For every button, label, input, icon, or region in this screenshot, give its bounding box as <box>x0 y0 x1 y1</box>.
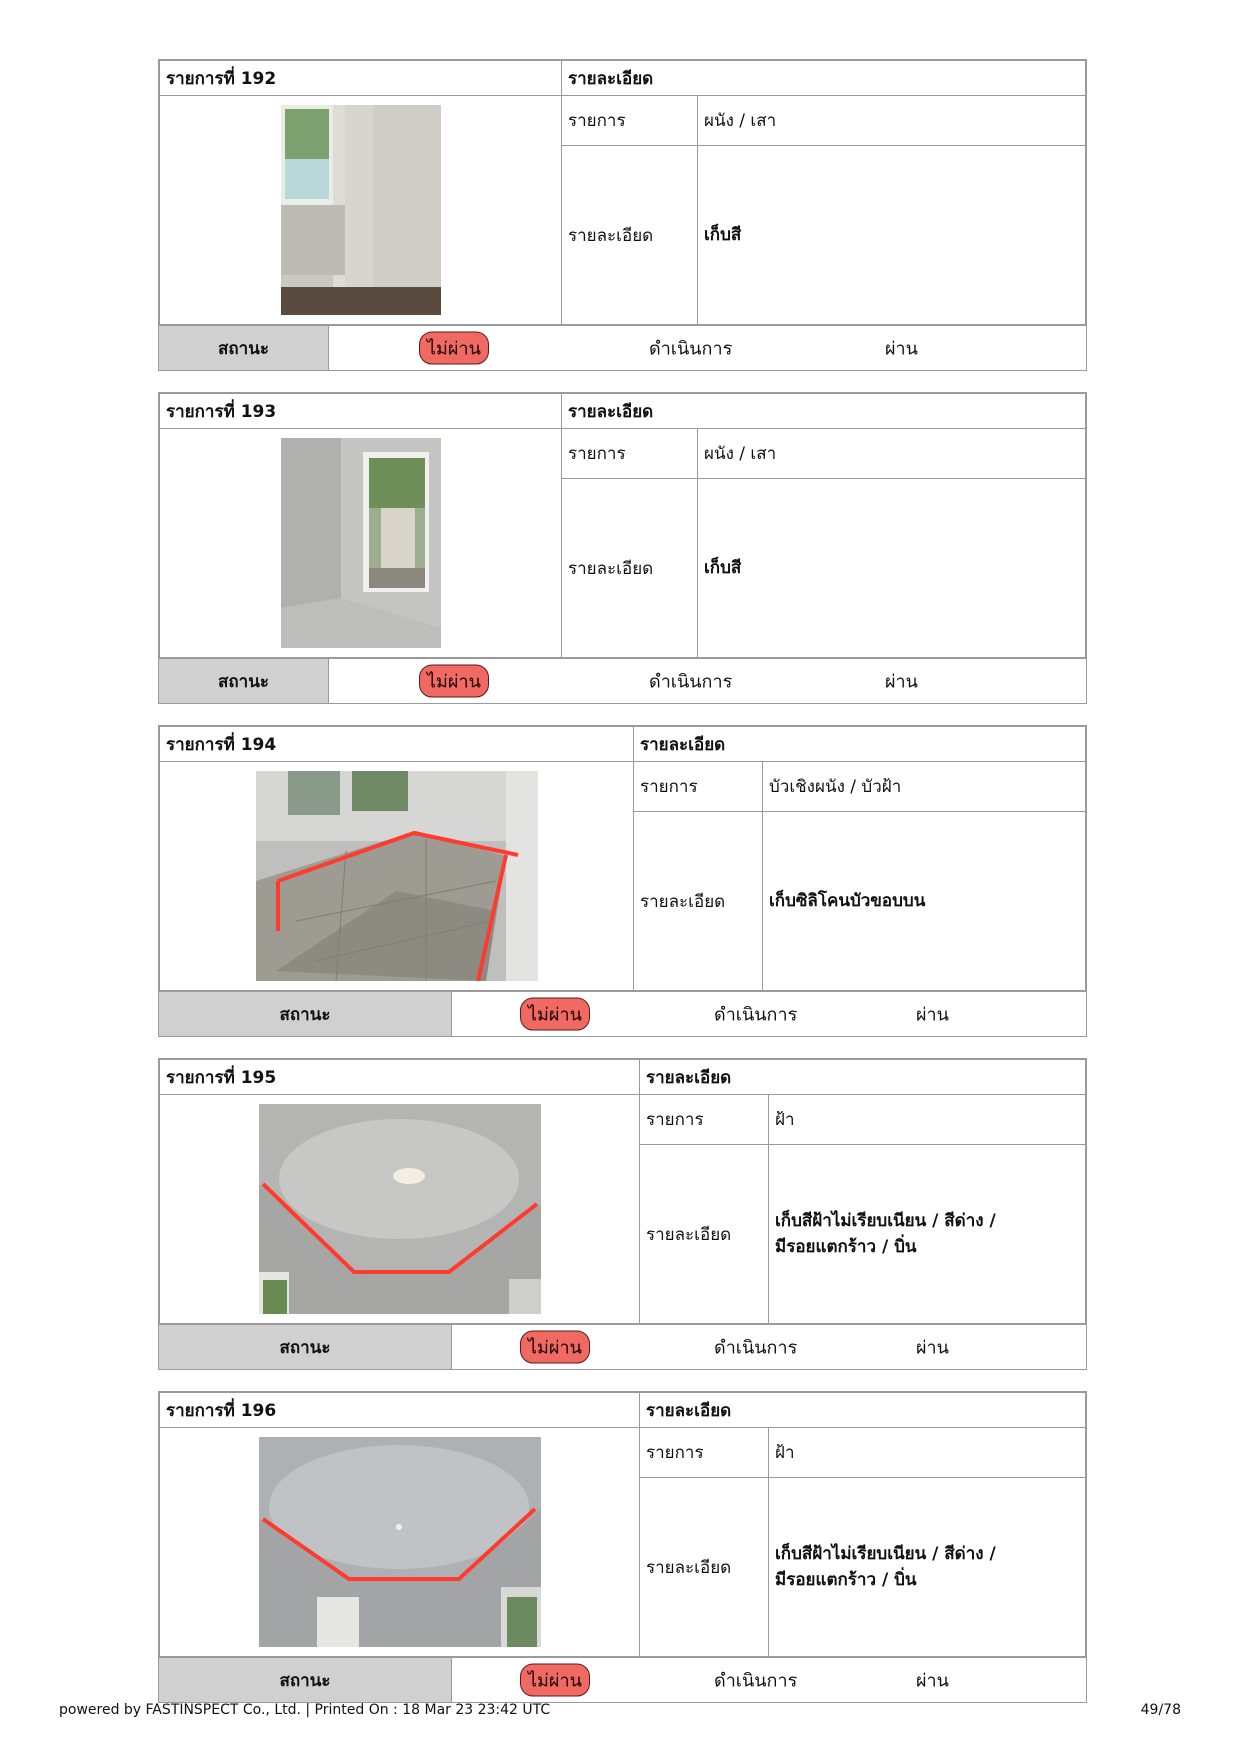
photo-cell <box>160 762 634 991</box>
status-fail-option[interactable]: ไม่ผ่าน <box>520 998 590 1031</box>
status-label: สถานะ <box>159 326 329 370</box>
status-pass-option[interactable]: ผ่าน <box>916 1670 949 1692</box>
item-number-header: รายการที่ 194 <box>160 727 634 762</box>
item-label: รายการ <box>640 1428 769 1478</box>
item-label: รายการ <box>562 429 698 479</box>
status-options <box>329 659 1086 703</box>
detail-label: รายละเอียด <box>640 1145 769 1324</box>
detail-label: รายละเอียด <box>562 479 698 658</box>
item-number-header: รายการที่ 192 <box>160 61 562 96</box>
footer-credit: powered by FASTINSPECT Co., Ltd. | Printed On : 18 Mar 23 23:42 UTC <box>59 1702 551 1718</box>
status-fail-option[interactable]: ไม่ผ่าน <box>520 1664 590 1697</box>
detail-header: รายละเอียด <box>562 394 1086 429</box>
status-pass-option[interactable]: ผ่าน <box>916 1004 949 1026</box>
status-row <box>159 658 1086 703</box>
status-options <box>452 1658 1086 1702</box>
status-pass-option[interactable]: ผ่าน <box>916 1337 949 1359</box>
photo-cell <box>160 1095 640 1324</box>
item-label: รายการ <box>562 96 698 146</box>
item-number-header: รายการที่ 193 <box>160 394 562 429</box>
photo-cell <box>160 429 562 658</box>
status-pass-option[interactable]: ผ่าน <box>885 338 918 360</box>
item-value: บัวเชิงผนัง / บัวฝ้า <box>763 762 1086 812</box>
page-footer <box>59 1702 1181 1718</box>
item-value: ผนัง / เสา <box>698 96 1086 146</box>
inspection-photo <box>259 1437 541 1647</box>
item-number-header: รายการที่ 195 <box>160 1060 640 1095</box>
status-in-progress-option[interactable]: ดำเนินการ <box>649 671 733 693</box>
detail-header: รายละเอียด <box>640 1393 1086 1428</box>
status-in-progress-option[interactable]: ดำเนินการ <box>714 1004 798 1026</box>
detail-label: รายละเอียด <box>634 812 763 991</box>
item-label: รายการ <box>640 1095 769 1145</box>
item-value: ฝ้า <box>769 1428 1086 1478</box>
inspection-photo <box>259 1104 541 1314</box>
status-row <box>159 1324 1086 1369</box>
photo-cell <box>160 1428 640 1657</box>
status-label: สถานะ <box>159 1325 452 1369</box>
item-value: ฝ้า <box>769 1095 1086 1145</box>
detail-value-line: เก็บสีฝ้าไม่เรียบเนียน / สีด่าง / <box>775 1211 996 1231</box>
detail-header: รายละเอียด <box>640 1060 1086 1095</box>
status-fail-option[interactable]: ไม่ผ่าน <box>520 1331 590 1364</box>
detail-value-line: มีรอยแตกร้าว / บิ่น <box>775 1570 917 1590</box>
status-fail-option[interactable]: ไม่ผ่าน <box>419 665 489 698</box>
status-options <box>452 1325 1086 1369</box>
detail-label: รายละเอียด <box>640 1478 769 1657</box>
status-label: สถานะ <box>159 992 452 1036</box>
inspection-item-card <box>158 725 1087 1037</box>
detail-value-line: มีรอยแตกร้าว / บิ่น <box>775 1237 917 1257</box>
detail-header: รายละเอียด <box>634 727 1086 762</box>
inspection-photo <box>256 771 538 981</box>
inspection-item-card <box>158 59 1087 371</box>
item-label: รายการ <box>634 762 763 812</box>
status-label: สถานะ <box>159 1658 452 1702</box>
status-fail-option[interactable]: ไม่ผ่าน <box>419 332 489 365</box>
page-number: 49/78 <box>1140 1702 1181 1718</box>
status-options <box>329 326 1086 370</box>
detail-value: เก็บสี <box>698 479 1086 658</box>
status-pass-option[interactable]: ผ่าน <box>885 671 918 693</box>
detail-header: รายละเอียด <box>562 61 1086 96</box>
detail-label: รายละเอียด <box>562 146 698 325</box>
inspection-item-card <box>158 1058 1087 1370</box>
detail-value <box>769 1478 1086 1657</box>
detail-value <box>769 1145 1086 1324</box>
status-in-progress-option[interactable]: ดำเนินการ <box>714 1337 798 1359</box>
detail-value-line: เก็บสีฝ้าไม่เรียบเนียน / สีด่าง / <box>775 1544 996 1564</box>
detail-value: เก็บซิลิโคนบัวขอบบน <box>763 812 1086 991</box>
inspection-photo <box>281 105 441 315</box>
item-value: ผนัง / เสา <box>698 429 1086 479</box>
inspection-item-card <box>158 392 1087 704</box>
inspection-item-card <box>158 1391 1087 1703</box>
status-in-progress-option[interactable]: ดำเนินการ <box>649 338 733 360</box>
status-options <box>452 992 1086 1036</box>
status-row <box>159 325 1086 370</box>
inspection-photo <box>281 438 441 648</box>
status-in-progress-option[interactable]: ดำเนินการ <box>714 1670 798 1692</box>
status-label: สถานะ <box>159 659 329 703</box>
status-row <box>159 991 1086 1036</box>
photo-cell <box>160 96 562 325</box>
status-row <box>159 1657 1086 1702</box>
item-number-header: รายการที่ 196 <box>160 1393 640 1428</box>
detail-value: เก็บสี <box>698 146 1086 325</box>
